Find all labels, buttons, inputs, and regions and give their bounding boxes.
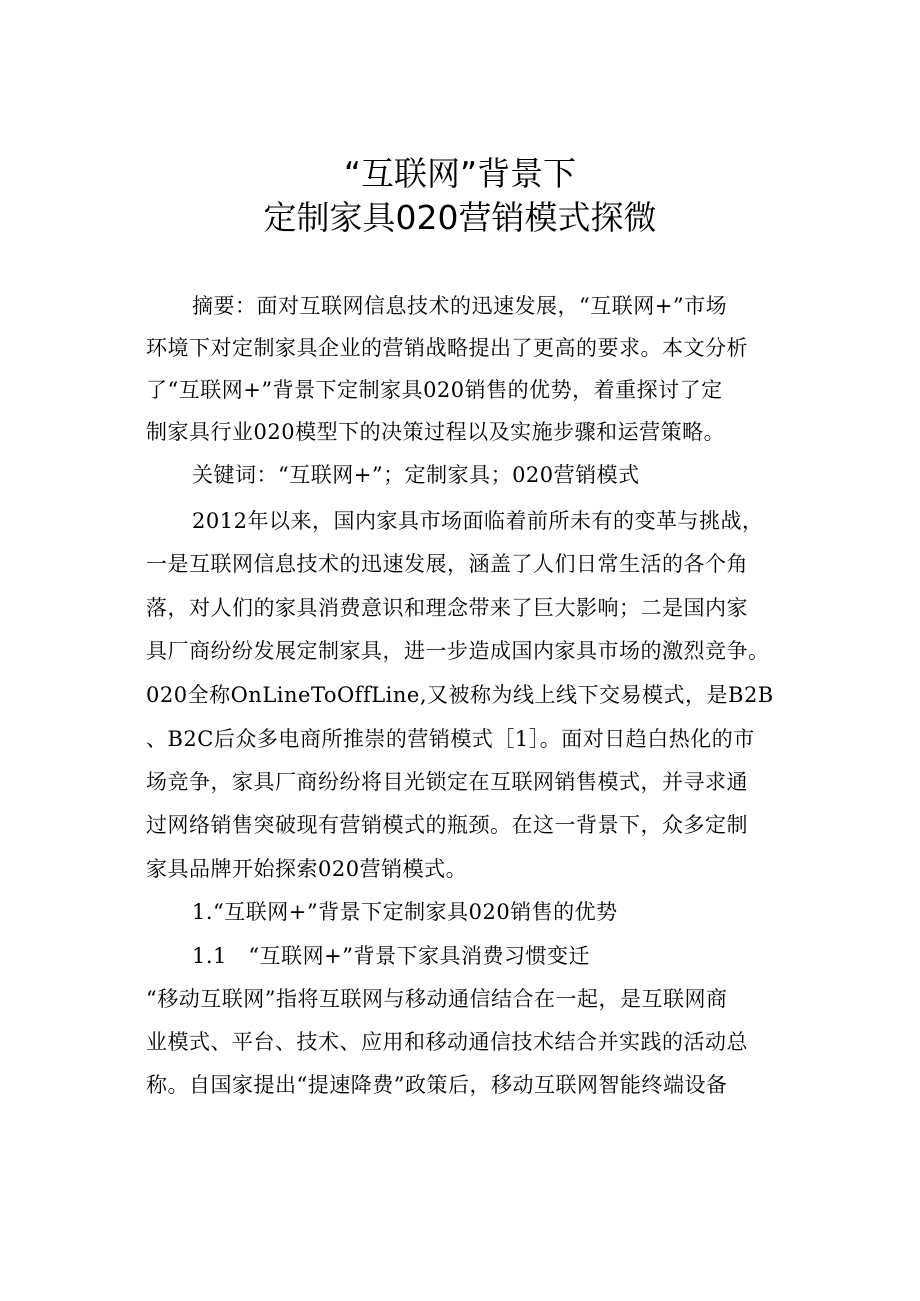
title-line-2: 定制家具020营销模式探微 — [263, 198, 657, 237]
title-line-1: “互联网”背景下 — [343, 154, 577, 193]
intro-line: 过网络销售突破现有营销模式的瓶颈。在这一背景下，众多定制 — [146, 813, 748, 837]
keywords-line: 关键词：“互联网+”；定制家具；020营销模式 — [192, 463, 640, 487]
abstract-line: 摘要：面对互联网信息技术的迅速发展，“互联网+”市场 — [192, 294, 728, 318]
body-line: 称。自国家提出“提速降费”政策后，移动互联网智能终端设备 — [146, 1073, 728, 1097]
abstract-line: 环境下对定制家具企业的营销战略提出了更高的要求。本文分析 — [146, 336, 748, 360]
subsection-heading: 1.1 “互联网+”背景下家具消费习惯变迁 — [192, 944, 590, 968]
intro-line: 、B2C后众多电商所推崇的营销模式［1］。面对日趋白热化的市 — [146, 727, 755, 751]
intro-line: 场竞争，家具厂商纷纷将目光锁定在互联网销售模式，并寻求通 — [146, 770, 748, 794]
intro-line: 一是互联网信息技术的迅速发展，涵盖了人们日常生活的各个角 — [146, 552, 748, 576]
section-heading: 1.“互联网+”背景下定制家具020销售的优势 — [192, 900, 618, 924]
intro-line: 020全称OnLineToOffLine,又被称为线上线下交易模式，是B2B — [146, 683, 774, 707]
body-line: “移动互联网”指将互联网与移动通信结合在一起，是互联网商 — [146, 987, 728, 1011]
intro-line: 落，对人们的家具消费意识和理念带来了巨大影响；二是国内家 — [146, 596, 748, 620]
intro-line: 具厂商纷纷发展定制家具，进一步造成国内家具市场的激烈竞争。 — [146, 639, 770, 663]
abstract-line: 制家具行业020模型下的决策过程以及实施步骤和运营策略。 — [146, 420, 726, 444]
body-line: 业模式、平台、技术、应用和移动通信技术结合并实践的活动总 — [146, 1030, 748, 1054]
intro-line: 家具品牌开始探索020营销模式。 — [146, 857, 468, 881]
intro-line: 2012年以来，国内家具市场面临着前所未有的变革与挑战， — [192, 509, 764, 533]
abstract-line: 了“互联网+”背景下定制家具020销售的优势，着重探讨了定 — [146, 378, 723, 402]
